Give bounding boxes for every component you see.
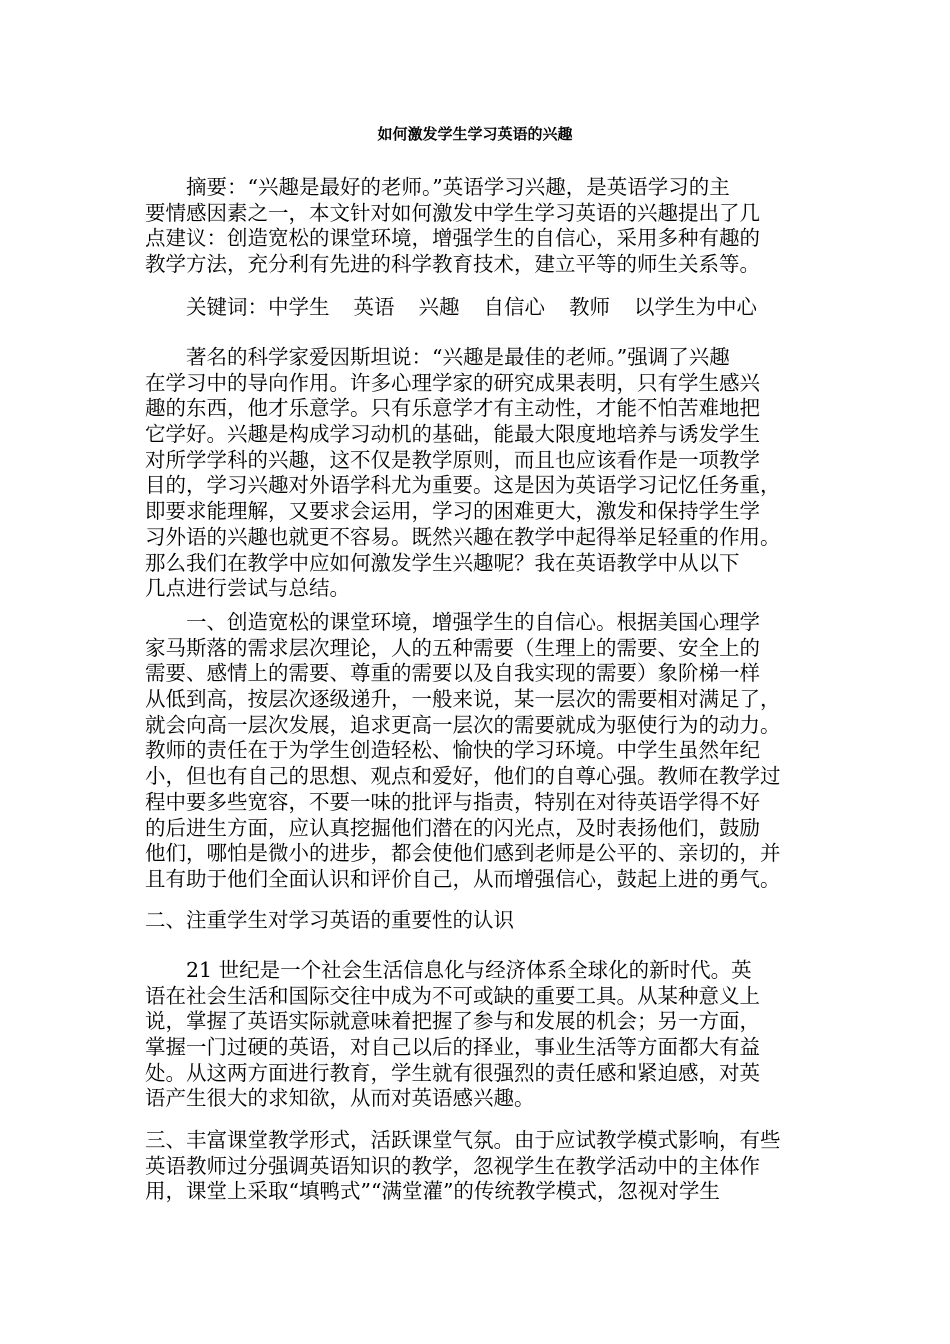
- section2-line: 掌握一门过硬的英语，对自己以后的择业，事业生活等方面都大有益: [145, 1035, 760, 1060]
- abstract-line: 摘要：“兴趣是最好的老师。”英语学习兴趣，是英语学习的主: [145, 175, 730, 199]
- section1-paragraph: [145, 610, 815, 893]
- abstract-line: 教学方法，充分利有先进的科学教育技术，建立平等的师生关系等。: [145, 252, 760, 277]
- keyword: 中学生: [268, 295, 330, 319]
- section2-line: 语产生很大的求知欲，从而对英语感兴趣。: [145, 1086, 535, 1111]
- section1-line: 程中要多些宽容，不要一味的批评与指责，特别在对待英语学得不好: [145, 789, 760, 814]
- document-title: 如何激发学生学习英语的兴趣: [377, 125, 573, 143]
- section1-line: 小，但也有自己的思想、观点和爱好，他们的自尊心强。教师在教学过: [145, 764, 781, 789]
- section1-line: 且有助于他们全面认识和评价自己，从而增强信心，鼓起上进的勇气。: [145, 866, 781, 891]
- intro-line: 著名的科学家爱因斯坦说：“兴趣是最佳的老师。”强调了兴趣: [145, 345, 730, 369]
- keyword: 自信心: [483, 295, 545, 319]
- section2-heading-text: 二、注重学生对学习英语的重要性的认识: [145, 908, 514, 932]
- abstract-paragraph: [145, 175, 815, 278]
- keyword: 兴趣: [418, 295, 460, 319]
- section2-line: 21 世纪是一个社会生活信息化与经济体系全球化的新时代。英: [145, 958, 752, 982]
- section1-line: 需要、感情上的需要、尊重的需要以及自我实现的需要）象阶梯一样: [145, 661, 760, 686]
- intro-line: 即要求能理解，又要求会运用，学习的困难更大，激发和保持学生学: [145, 499, 760, 524]
- section2-line: 说，掌握了英语实际就意味着把握了参与和发展的机会；另一方面，: [145, 1009, 760, 1034]
- intro-line: 对所学学科的兴趣，这不仅是教学原则，而且也应该看作是一项教学: [145, 447, 760, 472]
- intro-paragraph: [145, 345, 815, 602]
- section3-line: 英语教师过分强调英语知识的教学，忽视学生在教学活动中的主体作: [145, 1153, 760, 1178]
- keywords-line: [145, 295, 815, 321]
- keyword: 以学生为中心: [634, 295, 757, 319]
- intro-line: 习外语的兴趣也就更不容易。既然兴趣在教学中起得举足轻重的作用。: [145, 524, 781, 549]
- intro-line: 那么我们在教学中应如何激发学生兴趣呢？我在英语教学中从以下: [145, 550, 740, 575]
- intro-line: 在学习中的导向作用。许多心理学家的研究成果表明，只有学生感兴: [145, 370, 760, 395]
- section1-line: 他们，哪怕是微小的进步，都会使他们感到老师是公平的、亲切的，并: [145, 841, 781, 866]
- section3-line: 用，课堂上采取“填鸭式”“满堂灌”的传统教学模式，忽视对学生: [145, 1179, 720, 1204]
- section2-heading: [145, 908, 815, 934]
- abstract-line: 点建议：创造宽松的课堂环境，增强学生的自信心，采用多种有趣的: [145, 226, 760, 251]
- section1-line: 一、创造宽松的课堂环境，增强学生的自信心。根据美国心理学: [145, 610, 760, 634]
- keyword: 教师: [569, 295, 610, 319]
- section2-line: 处。从这两方面进行教育，学生就有很强烈的责任感和紧迫感，对英: [145, 1060, 760, 1085]
- section1-line: 从低到高，按层次逐级递升，一般来说，某一层次的需要相对满足了，: [145, 687, 781, 712]
- keyword: 英语: [353, 295, 395, 319]
- intro-line: 目的，学习兴趣对外语学科尤为重要。这是因为英语学习记忆任务重，: [145, 473, 781, 498]
- section1-line: 的后进生方面，应认真挖掘他们潜在的闪光点，及时表扬他们，鼓励: [145, 815, 760, 840]
- section1-line: 家马斯落的需求层次理论，人的五种需要（生理上的需要、安全上的: [145, 635, 760, 660]
- section3-line: 三、丰富课堂教学形式，活跃课堂气氛。由于应试教学模式影响，有些: [145, 1128, 781, 1152]
- intro-line: 它学好。兴趣是构成学习动机的基础，能最大限度地培养与诱发学生: [145, 422, 760, 447]
- intro-line: 趣的东西，他才乐意学。只有乐意学才有主动性，才能不怕苦难地把: [145, 396, 760, 421]
- section1-line: 教师的责任在于为学生创造轻松、愉快的学习环境。中学生虽然年纪: [145, 738, 760, 763]
- intro-line: 几点进行尝试与总结。: [145, 576, 350, 601]
- section1-line: 就会向高一层次发展，追求更高一层次的需要就成为驱使行为的动力。: [145, 712, 781, 737]
- abstract-line: 要情感因素之一，本文针对如何激发中学生学习英语的兴趣提出了几: [145, 200, 760, 225]
- section3-paragraph: [145, 1128, 815, 1205]
- keywords-label: 关键词：: [145, 295, 268, 319]
- section2-paragraph: [145, 958, 815, 1112]
- section2-line: 语在社会生活和国际交往中成为不可或缺的重要工具。从某种意义上: [145, 983, 760, 1008]
